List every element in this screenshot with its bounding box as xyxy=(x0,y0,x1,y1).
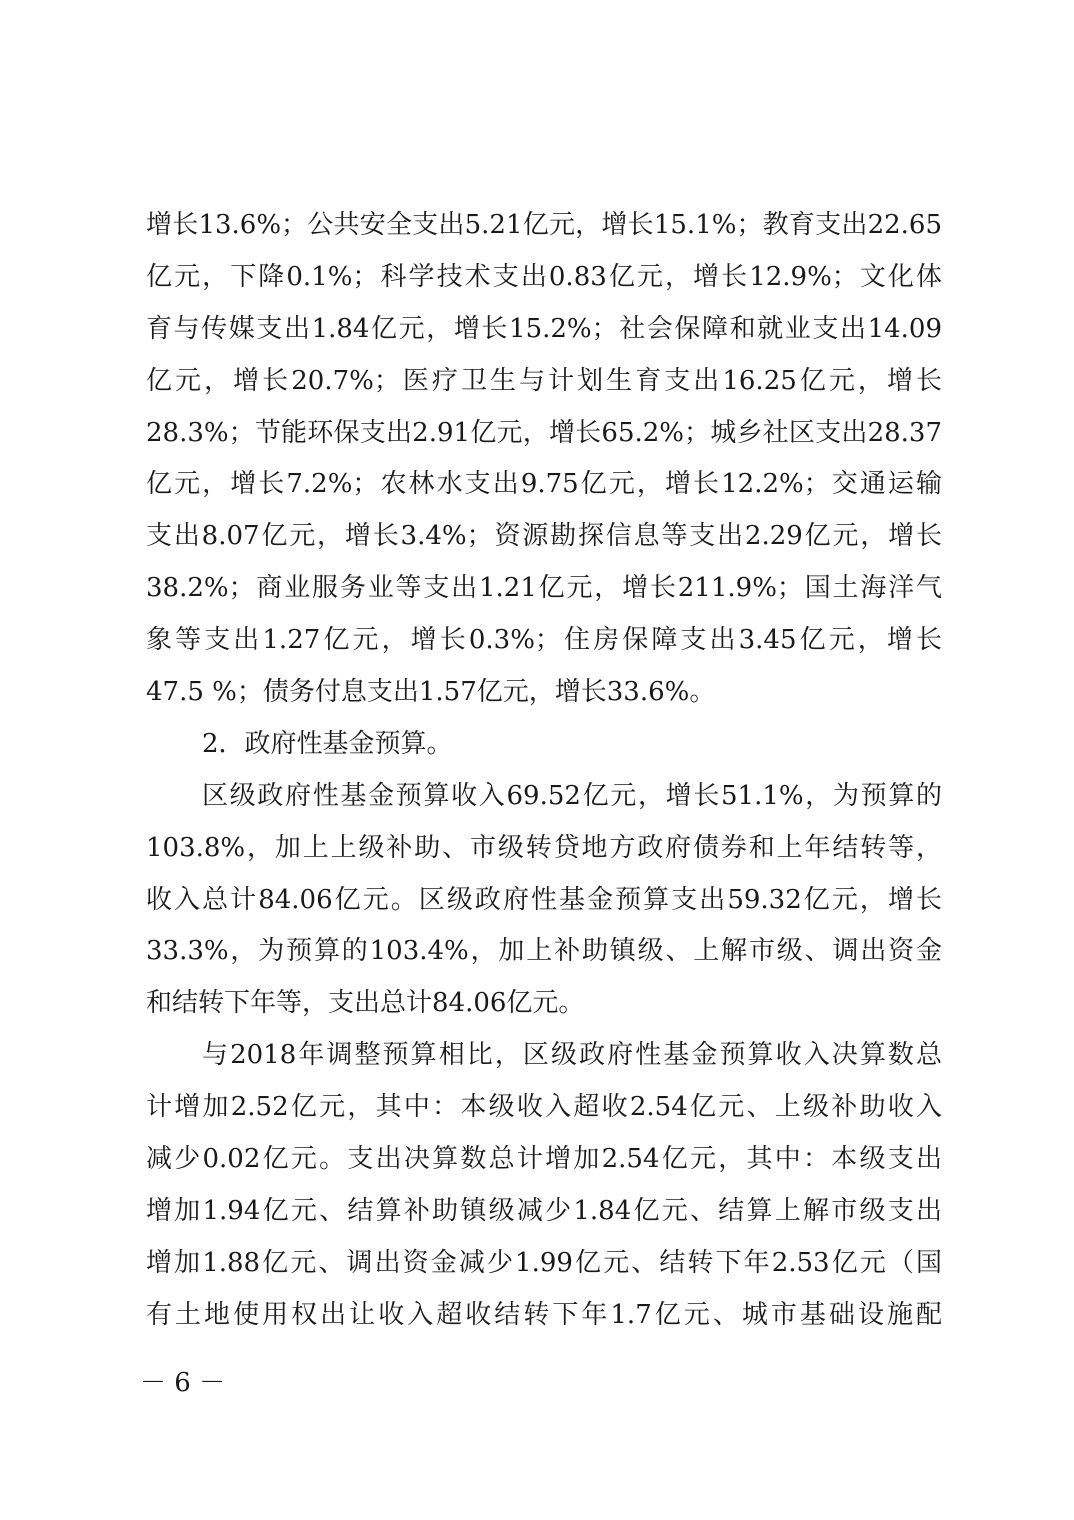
text-line: 亿元，增长7.2%；农林水支出9.75亿元，增长12.2%；交通运输 xyxy=(146,469,942,500)
text-line: 2．政府性基金预算。 xyxy=(202,728,453,759)
page-number: － 6 － xyxy=(140,1368,226,1398)
text-line: 计增加2.52亿元，其中：本级收入超收2.54亿元、上级补助收入 xyxy=(146,1092,942,1123)
text-line: 增长13.6%；公共安全支出5.21亿元，增长15.1%；教育支出22.65 xyxy=(146,210,942,240)
text-line: 增加1.88亿元、调出资金减少1.99亿元、结转下年2.53亿元（国 xyxy=(146,1247,942,1278)
body-text xyxy=(146,200,942,1342)
text-line: 收入总计84.06亿元。区级政府性基金预算支出59.32亿元，增长 xyxy=(146,884,942,915)
text-line: 有土地使用权出让收入超收结转下年1.7亿元、城市基础设施配 xyxy=(146,1299,942,1330)
text-line: 亿元，增长20.7%；医疗卫生与计划生育支出16.25亿元，增长 xyxy=(146,365,942,396)
text-line: 和结转下年等，支出总计84.06亿元。 xyxy=(146,988,585,1019)
text-line: 33.3%，为预算的103.4%，加上补助镇级、上解市级、调出资金 xyxy=(146,936,942,967)
text-line: 增加1.94亿元、结算补助镇级减少1.84亿元、结算上解市级支出 xyxy=(146,1195,942,1226)
text-line: 支出8.07亿元，增长3.4%；资源勘探信息等支出2.29亿元，增长 xyxy=(146,521,942,552)
text-line: 象等支出1.27亿元，增长0.3%；住房保障支出3.45亿元，增长 xyxy=(146,625,942,656)
text-line: 减少0.02亿元。支出决算数总计增加2.54亿元，其中：本级支出 xyxy=(146,1144,942,1175)
text-line: 47.5 %；债务付息支出1.57亿元，增长33.6%。 xyxy=(146,677,716,708)
text-line: 103.8%，加上上级补助、市级转贷地方政府债券和上年结转等， xyxy=(146,832,942,863)
text-line: 区级政府性基金预算收入69.52亿元，增长51.1%，为预算的 xyxy=(202,780,942,811)
text-line: 亿元，下降0.1%；科学技术支出0.83亿元，增长12.9%；文化体 xyxy=(146,261,942,292)
text-line: 38.2%；商业服务业等支出1.21亿元，增长211.9%；国土海洋气 xyxy=(146,573,942,604)
text-line: 育与传媒支出1.84亿元，增长15.2%；社会保障和就业支出14.09 xyxy=(146,313,942,344)
text-line: 28.3%；节能环保支出2.91亿元，增长65.2%；城乡社区支出28.37 xyxy=(146,417,942,448)
text-line: 与2018年调整预算相比，区级政府性基金预算收入决算数总 xyxy=(202,1040,942,1071)
